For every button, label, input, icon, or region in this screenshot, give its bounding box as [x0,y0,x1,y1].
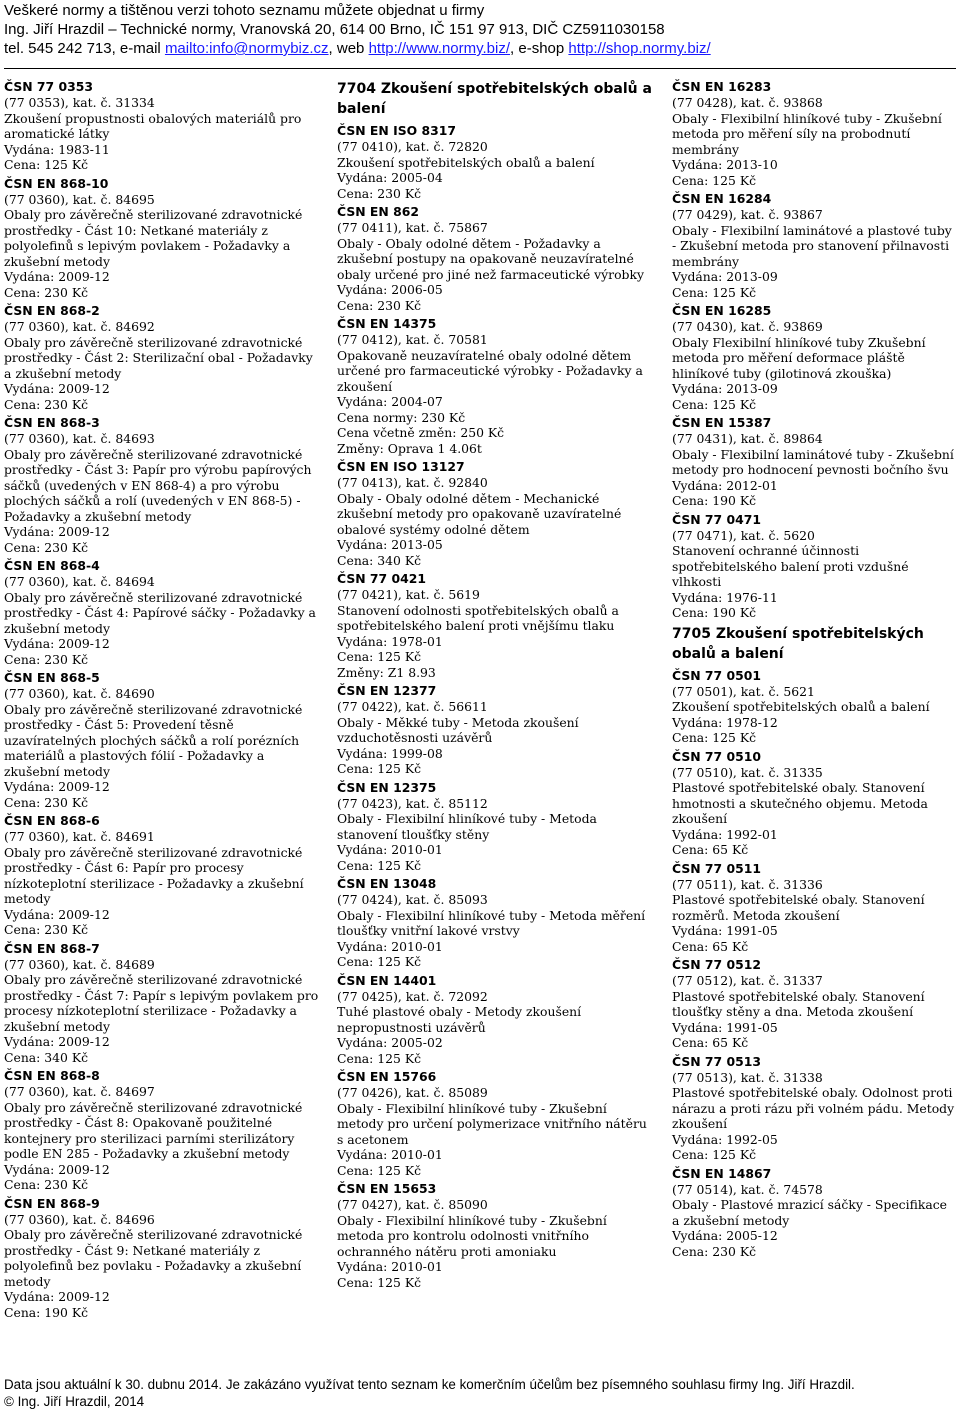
column-right [672,76,956,1259]
standard-entry [337,122,655,201]
standard-code: ČSN EN 12377 [337,683,437,698]
entry-detail-line: Vydána: 1999-08 [337,745,443,761]
entry-detail-line: Cena: 125 Kč [337,1162,422,1178]
standard-code: ČSN 77 0421 [337,571,426,586]
column-middle [337,76,655,1290]
standard-code: ČSN EN 13048 [337,876,437,891]
entry-detail-line: Vydána: 2012-01 [672,477,778,493]
entry-detail-line: Obaly - Obaly odolné dětem - Požadavky a zkušební postupy na opakovaně neuzavíratelné obaly určené pro jiné než farmaceutické výrobky [337,235,644,282]
entry-detail-line: (77 0412), kat. č. 70581 [337,332,488,347]
standard-code: ČSN EN 14401 [337,972,437,988]
standard-entry [4,669,320,810]
standard-entry [4,812,320,938]
standard-code: ČSN EN 16283 [672,79,772,94]
entry-detail-line: (77 0423), kat. č. 85112 [337,795,488,811]
entry-detail-line: Vydána: 2013-05 [337,537,443,552]
standard-code: ČSN EN 15766 [337,1069,437,1084]
standard-code: ČSN 77 0353 [4,79,93,94]
standard-entry [672,956,956,1051]
header-divider [4,68,956,69]
standard-entry [4,557,320,667]
entry-detail-line: Obaly pro závěrečně sterilizované zdravotnické prostředky - Část 3: Papír pro výrobu papírových sáčků (uvedených v EN 868-4) a pro výrobu plochých sáčků a rolí (uvedených v EN 868-5) - Požadavky a zkušební metody [4,446,312,524]
entry-detail-line: Vydána: 2013-09 [672,269,778,284]
header-line-3 [4,39,954,58]
entry-detail-line: (77 0360), kat. č. 84696 [4,1211,155,1227]
standard-code: ČSN 77 0513 [672,1053,761,1069]
standard-entry [337,875,655,970]
entry-detail-line: Cena: 230 Kč [4,922,89,937]
footer-notice: Data jsou aktuální k 30. dubnu 2014. Je zakázáno využívat tento seznam ke komerčním účelům bez písemného souhlasu firmy Ing. Jiří Hrazdil. [4,1377,855,1392]
entry-detail-line: Vydána: 2010-01 [337,842,443,857]
entry-detail-line: (77 0360), kat. č. 84695 [4,191,155,207]
entry-detail-line: Vydána: 2009-12 [4,906,110,922]
entry-detail-line: Vydána: 2010-01 [337,1259,443,1274]
entry-detail-line: (77 0360), kat. č. 84691 [4,829,155,844]
standard-code: ČSN EN 868-2 [4,303,100,318]
entry-detail-line: (77 0514), kat. č. 74578 [672,1181,823,1197]
standard-entry [337,203,655,313]
entry-detail-line: Obaly pro závěrečně sterilizované zdravotnické prostředky - Část 4: Papírové sáčky - Požadavky a zkušební metody [4,589,316,636]
entry-detail-line: Obaly pro závěrečně sterilizované zdravotnické prostředky - Část 8: Opakovaně použitelné kontejnery pro sterilizaci parními sterilizátory podle EN 285 - Požadavky a zkušební metody [4,1099,303,1161]
entry-detail-line: Cena: 125 Kč [337,649,422,664]
standard-entry [337,972,655,1067]
standard-code: ČSN EN 15387 [672,415,772,430]
entry-detail-line: Cena: 125 Kč [4,157,89,172]
standard-entry [4,78,320,173]
section-heading: 7704 Zkoušení spotřebitelských obalů a balení [337,81,652,117]
entry-detail-line: Cena: 125 Kč [337,857,422,873]
standard-code: ČSN EN 14375 [337,316,437,331]
entry-detail-line: Vydána: 2010-01 [337,938,443,954]
header-line-2: Ing. Jiří Hrazdil – Technické normy, Vranovská 20, 614 00 Brno, IČ 151 97 913, DIČ CZ5911030158 [4,21,665,38]
entry-detail-line: Cena: 65 Kč [672,938,749,954]
standard-entry [4,1195,320,1321]
entry-detail-line: Obaly - Plastové mrazicí sáčky - Specifikace a zkušební metody [672,1197,947,1228]
entry-detail-line: (77 0422), kat. č. 56611 [337,699,488,714]
standard-code: ČSN 77 0471 [672,511,761,527]
entry-detail-line: Zkoušení spotřebitelských obalů a balení [337,154,595,170]
entry-detail-line: (77 0471), kat. č. 5620 [672,527,815,543]
entry-detail-line: Plastové spotřebitelské obaly. Stanovení tloušťky stěny a dna. Metoda zkoušení [672,988,925,1019]
standard-code: ČSN EN 868-4 [4,558,100,573]
standard-entry [672,78,956,188]
entry-detail-line: Obaly - Obaly odolné dětem - Mechanické zkušební metody pro opakovaně uzavíratelné obalové systémy odolné dětem [337,490,622,537]
entry-detail-line: (77 0427), kat. č. 85090 [337,1197,488,1212]
entry-detail-line: Vydána: 2009-12 [4,779,110,794]
entry-detail-line: (77 0360), kat. č. 84690 [4,686,155,701]
entry-detail-line: Cena: 125 Kč [672,172,757,188]
eshop-link[interactable]: http://shop.normy.biz/ [568,40,711,57]
standard-code: ČSN EN 868-7 [4,940,100,956]
standard-code: ČSN EN ISO 13127 [337,459,465,474]
standard-code: ČSN EN 862 [337,204,419,219]
entry-detail-line: Cena: 340 Kč [337,552,422,568]
entry-detail-line: Cena: 125 Kč [337,1274,422,1290]
entry-detail-line: Vydána: 2009-12 [4,1289,110,1304]
standard-entry [4,302,320,412]
entry-detail-line: Obaly pro závěrečně sterilizované zdravotnické prostředky - Část 9: Netkané materiály z polyolefinů bez povlaku - Požadavky a zkušební metody [4,1227,303,1289]
entry-detail-line: Vydána: 2013-10 [672,157,778,172]
entry-detail-line: Plastové spotřebitelské obaly. Stanovení rozměrů. Metoda zkoušení [672,892,925,923]
standard-code: ČSN EN 868-6 [4,813,100,828]
column-left [4,76,320,1320]
entry-detail-line: Cena: 340 Kč [4,1049,89,1065]
entry-detail-line: (77 0413), kat. č. 92840 [337,475,488,490]
email-link[interactable]: mailto:info@normybiz.cz [164,40,329,57]
entry-detail-line: (77 0360), kat. č. 84694 [4,574,155,589]
standard-entry [672,414,956,509]
entry-detail-line: (77 0431), kat. č. 89864 [672,431,823,446]
entry-detail-line: Cena: 190 Kč [672,605,757,620]
entry-detail-line: Cena normy: 230 Kč [337,409,466,425]
entry-detail-line: Cena: 125 Kč [672,1147,757,1162]
entry-detail-line: Cena: 230 Kč [4,284,89,300]
entry-detail-line: (77 0410), kat. č. 72820 [337,139,488,154]
entry-detail-line: (77 0511), kat. č. 31336 [672,876,823,892]
standard-entry [672,748,956,858]
entry-detail-line: (77 0429), kat. č. 93867 [672,207,823,222]
standard-entry [337,570,655,680]
entry-detail-line: Vydána: 2010-01 [337,1147,443,1162]
entry-detail-line: Vydána: 1991-05 [672,1019,778,1035]
entry-detail-line: Plastové spotřebitelské obaly. Odolnost proti nárazu a proti rázu při volném pádu. Metody zkoušení [672,1085,955,1131]
standard-code: ČSN EN 15653 [337,1181,437,1196]
standard-code: ČSN EN 12375 [337,779,437,795]
entry-detail-line: Cena včetně změn: 250 Kč [337,425,505,440]
entry-detail-line: Cena: 125 Kč [672,396,757,412]
entry-detail-line: Cena: 125 Kč [672,730,757,745]
entry-detail-line: Obaly - Flexibilní hliníkové tuby - Metoda stanovení tloušťky stěny [337,811,597,842]
standard-code: ČSN EN 868-5 [4,670,100,685]
standard-entry [672,1165,956,1260]
entry-detail-line: Cena: 230 Kč [337,185,422,201]
entry-detail-line: Změny: Z1 8.93 [337,664,436,680]
standard-code: ČSN 77 0501 [672,667,761,683]
entry-detail-line: (77 0425), kat. č. 72092 [337,988,488,1004]
standard-entry [337,1068,655,1178]
entry-detail-line: Vydána: 1978-01 [337,633,443,649]
entry-detail-line: Vydána: 2009-12 [4,1034,110,1049]
entry-detail-line: Cena: 230 Kč [4,651,89,667]
standard-entry [672,1053,956,1163]
contact-separator: , web [328,40,369,57]
entry-detail-line: Obaly pro závěrečně sterilizované zdravotnické prostředky - Část 5: Provedení těsně uzavíratelných plochých sáčků a rolí porézních materiálů a plastových fólií - Požadavky a zkušební metody [4,701,303,779]
standard-entry [672,667,956,746]
standard-code: ČSN EN 868-8 [4,1068,100,1083]
entry-detail-line: Cena: 230 Kč [4,794,89,810]
entry-detail-line: Vydána: 1978-12 [672,714,778,730]
entry-detail-line: (77 0411), kat. č. 75867 [337,220,488,235]
page-footer [4,1376,954,1410]
entry-detail-line: Cena: 190 Kč [4,1304,89,1320]
entry-detail-line: (77 0421), kat. č. 5619 [337,587,480,602]
header-line-1: Veškeré normy a tištěnou verzi tohoto seznamu můžete objednat u firmy [4,2,485,19]
standard-code: ČSN EN 14867 [672,1165,772,1181]
entry-detail-line: (77 0360), kat. č. 84689 [4,956,155,972]
entry-detail-line: Vydána: 2006-05 [337,282,443,297]
entry-detail-line: Vydána: 1976-11 [672,589,778,605]
entry-detail-line: Cena: 190 Kč [672,493,757,508]
entry-detail-line: Obaly - Měkké tuby - Metoda zkoušení vzduchotěsnosti uzávěrů [337,714,579,745]
entry-detail-line: Vydána: 1992-05 [672,1131,778,1147]
entry-detail-line: Vydána: 2004-07 [337,394,443,409]
footer-copyright: © Ing. Jiří Hrazdil, 2014 [4,1394,145,1409]
standard-code: ČSN EN 868-10 [4,175,109,191]
entry-detail-line: Vydána: 2009-12 [4,269,110,284]
entry-detail-line: (77 0430), kat. č. 93869 [672,319,823,334]
entry-detail-line: Obaly pro závěrečně sterilizované zdravotnické prostředky - Část 2: Sterilizační obal - Požadavky a zkušební metody [4,334,313,381]
entry-detail-line: (77 0360), kat. č. 84692 [4,319,155,334]
entry-detail-line: (77 0360), kat. č. 84697 [4,1084,155,1099]
entry-detail-line: Obaly - Flexibilní hliníkové tuby - Zkušební metody pro určení polymerizace vnitřního nátěru s acetonem [337,1100,647,1147]
standard-code: ČSN EN 868-9 [4,1195,100,1211]
entry-detail-line: Stanovení ochranné účinnosti spotřebitelského balení proti vzdušné vlhkosti [672,543,909,589]
entry-detail-line: Vydána: 1991-05 [672,923,778,938]
entry-detail-line: Cena: 230 Kč [4,1177,89,1192]
entry-detail-line: Cena: 125 Kč [337,954,422,969]
entry-detail-line: Cena: 230 Kč [337,297,422,313]
entry-detail-line: Obaly - Flexibilní hliníkové tuby - Zkušební metoda pro měření síly na probodnutí membrány [672,110,942,157]
entry-detail-line: Cena: 230 Kč [672,1243,757,1259]
entry-detail-line: (77 0424), kat. č. 85093 [337,892,488,907]
entry-detail-line: Cena: 230 Kč [4,396,89,412]
entry-detail-line: Zkoušení spotřebitelských obalů a balení [672,699,930,714]
standard-entry [4,414,320,555]
entry-detail-line: (77 0353), kat. č. 31334 [4,95,155,110]
standard-code: ČSN EN 16285 [672,303,772,318]
standard-entry [4,175,320,301]
entry-detail-line: (77 0512), kat. č. 31337 [672,973,823,988]
entry-detail-line: (77 0501), kat. č. 5621 [672,683,815,699]
standard-entry [337,779,655,874]
contact-text: tel. 545 242 713, e-mail [4,40,165,57]
entry-detail-line: (77 0428), kat. č. 93868 [672,95,823,110]
entry-detail-line: (77 0513), kat. č. 31338 [672,1069,823,1085]
entry-detail-line: Cena: 65 Kč [672,1035,749,1050]
standard-code: ČSN EN ISO 8317 [337,123,456,138]
entry-detail-line: Plastové spotřebitelské obaly. Stanovení hmotnosti a skutečného objemu. Metoda zkoušení [672,780,928,826]
entry-detail-line: Obaly Flexibilní hliníkové tuby Zkušební metoda pro měření deformace pláště hliníkové tuby (gilotinová zkouška) [672,334,926,381]
web-link[interactable]: http://www.normy.biz/ [368,40,511,57]
entry-detail-line: Obaly pro závěrečně sterilizované zdravotnické prostředky - Část 7: Papír s lepivým povlakem pro procesy nízkoteplotní sterilizace - Požadavky a zkušební metody [4,972,319,1034]
standard-entry [672,190,956,300]
entry-detail-line: (77 0360), kat. č. 84693 [4,431,155,446]
entry-detail-line: Vydána: 1983-11 [4,141,110,157]
entry-detail-line: Obaly - Flexibilní hliníkové tuby - Metoda měření tloušťky vnitřní lakové vrstvy [337,907,646,938]
entry-detail-line: Cena: 125 Kč [672,284,757,300]
entry-detail-line: Vydána: 2005-12 [672,1228,778,1243]
entry-detail-line: Změny: Oprava 1 4.06t [337,440,482,456]
contact-separator: , e-shop [510,40,569,57]
entry-detail-line: Vydána: 2009-12 [4,524,110,539]
standard-entry [337,315,655,456]
entry-detail-line: Obaly - Flexibilní hliníkové tuby - Zkušební metoda pro kontrolu odolnosti vnitřního ochranného nátěru proti amoniaku [337,1212,607,1259]
entry-detail-line: Vydána: 2013-09 [672,381,778,396]
standard-code: ČSN 77 0511 [672,860,761,876]
standard-entry [672,860,956,955]
standard-entry [4,940,320,1066]
entry-detail-line: Obaly - Flexibilní laminátové a plastové tuby - Zkušební metoda pro stanovení přilnavosti membrány [672,222,952,269]
entry-detail-line: Vydána: 2009-12 [4,636,110,651]
entry-detail-line: (77 0510), kat. č. 31335 [672,764,823,780]
entry-detail-line: Zkoušení propustnosti obalových materiálů pro aromatické látky [4,110,302,141]
standard-entry [337,682,655,777]
entry-detail-line: Vydána: 2005-04 [337,170,443,185]
entry-detail-line: (77 0426), kat. č. 85089 [337,1085,488,1100]
entry-detail-line: Obaly pro závěrečně sterilizované zdravotnické prostředky - Část 6: Papír pro procesy nízkoteplotní sterilizace - Požadavky a zkušební metody [4,844,304,906]
standard-entry [672,302,956,412]
entry-detail-line: Vydána: 1992-01 [672,826,778,842]
entry-detail-line: Cena: 125 Kč [337,761,422,776]
standard-entry [672,511,956,621]
entry-detail-line: Cena: 230 Kč [4,539,89,555]
entry-detail-line: Vydána: 2005-02 [337,1035,443,1050]
standard-code: ČSN 77 0510 [672,748,761,764]
entry-detail-line: Obaly - Flexibilní laminátové tuby - Zkušební metody pro hodnocení pevnosti bočního švu [672,446,954,477]
page-header [4,1,954,58]
standard-entry [337,458,655,568]
standard-code: ČSN EN 16284 [672,191,772,206]
entry-detail-line: Vydána: 2009-12 [4,381,110,396]
standard-code: ČSN 77 0512 [672,957,761,972]
entry-detail-line: Vydána: 2009-12 [4,1161,110,1177]
entry-detail-line: Obaly pro závěrečně sterilizované zdravotnické prostředky - Část 10: Netkané materiály z polyolefinů s lepivým povlakem - Požadavky a zkušební metody [4,207,303,269]
standard-entry [4,1067,320,1193]
standard-entry [337,1180,655,1290]
section-heading: 7705 Zkoušení spotřebitelských obalů a balení [672,625,924,662]
entry-detail-line: Cena: 65 Kč [672,842,749,857]
entry-detail-line: Stanovení odolnosti spotřebitelských obalů a spotřebitelského balení proti vnějšímu tlaku [337,602,619,633]
standard-code: ČSN EN 868-3 [4,415,100,430]
entry-detail-line: Opakovaně neuzavíratelné obaly odolné dětem určené pro farmaceutické výrobky - Požadavky a zkoušení [337,347,643,394]
entry-detail-line: Cena: 125 Kč [337,1050,422,1066]
entry-detail-line: Tuhé plastové obaly - Metody zkoušení nepropustnosti uzávěrů [337,1004,582,1035]
